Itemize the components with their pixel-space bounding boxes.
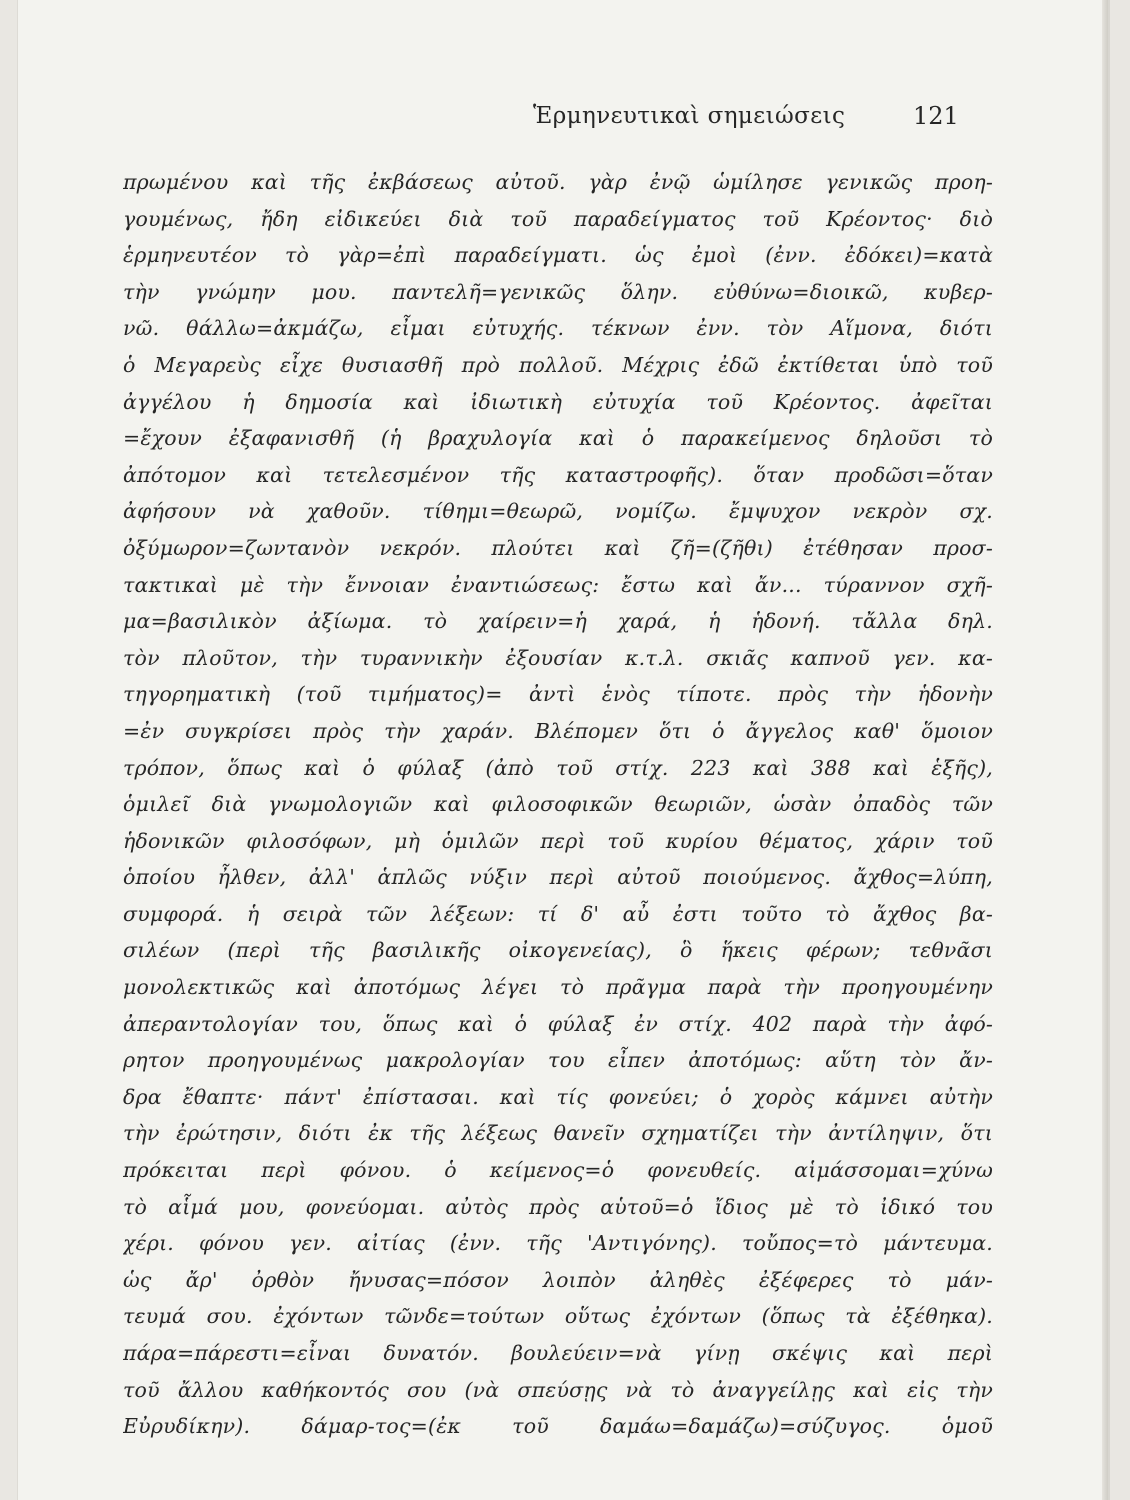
page-number: 121	[913, 102, 959, 130]
text-line: γουμένως, ἤδη εἰδικεύει διὰ τοῦ παραδείγματος τοῦ Κρέοντος· διὸ	[123, 206, 993, 231]
text-line: τὴν ἐρώτησιν, διότι ἐκ τῆς λέξεως θανεῖν σχηματίζει τὴν ἀντίληψιν, ὅτι	[123, 1121, 993, 1146]
text-line: ὀξύμωρον=ζωντανὸν νεκρόν. πλούτει καὶ ζῆ=(ζῆθι) ἐτέθησαν προσ-	[123, 535, 993, 560]
text-line: ἀφήσουν νὰ χαθοῦν. τίθημι=θεωρῶ, νομίζω. ἔμψυχον νεκρὸν σχ.	[123, 499, 993, 524]
text-line: τευμά σου. ἐχόντων τῶνδε=τούτων οὕτως ἐχόντων (ὅπως τὰ ἐξέθηκα).	[123, 1304, 993, 1329]
text-line: τοῦ ἄλλου καθήκοντός σου (νὰ σπεύσῃς νὰ τὸ ἀναγγείλῃς καὶ εἰς τὴν	[123, 1377, 993, 1402]
text-line: =ἔχουν ἐξαφανισθῆ (ἡ βραχυλογία καὶ ὁ παρακείμενος δηλοῦσι τὸ	[123, 426, 993, 451]
text-line: =ἐν συγκρίσει πρὸς τὴν χαράν. Βλέπομεν ὅτι ὁ ἄγγελος καθ' ὅμοιον	[123, 718, 993, 743]
text-line: ὁμιλεῖ διὰ γνωμολογιῶν καὶ φιλοσοφικῶν θεωριῶν, ὡσὰν ὀπαδὸς τῶν	[123, 792, 993, 817]
text-line: πάρα=πάρεστι=εἶναι δυνατόν. βουλεύειν=νὰ γίνῃ σκέψις καὶ περὶ	[123, 1341, 993, 1365]
text-line: πρόκειται περὶ φόνου. ὁ κείμενος=ὁ φονευθείς. αἱμάσσομαι=χύνω	[123, 1158, 993, 1183]
text-line: τακτικαὶ μὲ τὴν ἔννοιαν ἐναντιώσεως: ἔστω καὶ ἄν... τύραννον σχῆ-	[123, 572, 993, 597]
text-line: συμφορά. ἡ σειρὰ τῶν λέξεων: τί δ' αὖ ἐστι τοῦτο τὸ ἄχθος βα-	[123, 901, 993, 926]
text-line: ρητον προηγουμένως μακρολογίαν του εἶπεν ἀποτόμως: αὕτη τὸν ἄν-	[123, 1048, 993, 1073]
text-line: τὸ αἷμά μου, φονεύομαι. αὐτὸς πρὸς αὑτοῦ=ὁ ἴδιος μὲ τὸ ἰδικό του	[123, 1194, 993, 1219]
text-line: ὡς ἄρ' ὀρθὸν ἤνυσας=πόσον λοιπὸν ἀληθὲς ἐξέφερες τὸ μάν-	[123, 1267, 993, 1292]
text-line: χέρι. φόνου γεν. αἰτίας (ἐνν. τῆς 'Αντιγόνης). τοὔπος=τὸ μάντευμα.	[123, 1231, 993, 1256]
text-line: πρωμένου καὶ τῆς ἐκβάσεως αὐτοῦ. γὰρ ἐνῷ ὡμίλησε γενικῶς προη-	[123, 170, 993, 194]
text-line: σιλέων (περὶ τῆς βασιλικῆς οἰκογενείας), ὃ ἥκεις φέρων; τεθνᾶσι	[123, 938, 993, 963]
text-line: νῶ. θάλλω=ἀκμάζω, εἶμαι εὐτυχής. τέκνων ἐνν. τὸν Αἵμονα, διότι	[123, 316, 993, 341]
text-line: τηγορηματικὴ (τοῦ τιμήματος)= ἀντὶ ἑνὸς τίποτε. πρὸς τὴν ἡδονὴν	[123, 682, 993, 707]
text-line: ἑρμηνευτέον τὸ γὰρ=ἐπὶ παραδείγματι. ὡς ἐμοὶ (ἐνν. ἐδόκει)=κατὰ	[123, 243, 993, 268]
text-line: τὴν γνώμην μου. παντελῆ=γενικῶς ὅλην. εὐθύνω=διοικῶ, κυβερ-	[123, 279, 993, 304]
commentary-text	[123, 164, 993, 1445]
text-line: Εὐρυδίκην). δάμαρ-τος=(ἐκ τοῦ δαμάω=δαμάζω)=σύζυγος. ὁμοῦ	[123, 1414, 993, 1439]
text-line: μονολεκτικῶς καὶ ἀποτόμως λέγει τὸ πρᾶγμα παρὰ τὴν προηγουμένην	[123, 975, 993, 1000]
text-line: μα=βασιλικὸν ἀξίωμα. τὸ χαίρειν=ἡ χαρά, ἡ ἡδονή. τἄλλα δηλ.	[123, 609, 993, 634]
text-line: ὁποίου ἦλθεν, ἀλλ' ἁπλῶς νύξιν περὶ αὐτοῦ ποιούμενος. ἄχθος=λύπη,	[123, 865, 993, 890]
text-line: τρόπον, ὅπως καὶ ὁ φύλαξ (ἀπὸ τοῦ στίχ. 223 καὶ 388 καὶ ἑξῆς),	[123, 755, 993, 780]
text-line: ἀγγέλου ἡ δημοσία καὶ ἰδιωτικὴ εὐτυχία τοῦ Κρέοντος. ἀφεῖται	[123, 389, 993, 414]
text-line: ἀπότομον καὶ τετελεσμένον τῆς καταστροφῆς). ὅταν προδῶσι=ὅταν	[123, 462, 993, 487]
text-line: ἡδονικῶν φιλοσόφων, μὴ ὁμιλῶν περὶ τοῦ κυρίου θέματος, χάριν τοῦ	[123, 828, 993, 853]
page-edge	[1102, 0, 1108, 1500]
text-line: ἀπεραντολογίαν του, ὅπως καὶ ὁ φύλαξ ἐν στίχ. 402 παρὰ τὴν ἀφό-	[123, 1011, 993, 1036]
text-line: ὁ Μεγαρεὺς εἶχε θυσιασθῆ πρὸ πολλοῦ. Μέχρις ἐδῶ ἐκτίθεται ὑπὸ τοῦ	[123, 352, 993, 377]
text-line: τὸν πλοῦτον, τὴν τυραννικὴν ἐξουσίαν κ.τ.λ. σκιᾶς καπνοῦ γεν. κα-	[123, 645, 993, 670]
text-line: δρα ἔθαπτε· πάντ' ἐπίστασαι. καὶ τίς φονεύει; ὁ χορὸς κάμνει αὐτὴν	[123, 1084, 993, 1109]
book-page	[18, 0, 1108, 1500]
running-title: Ἑρμηνευτικαὶ σημειώσεις	[533, 103, 846, 129]
